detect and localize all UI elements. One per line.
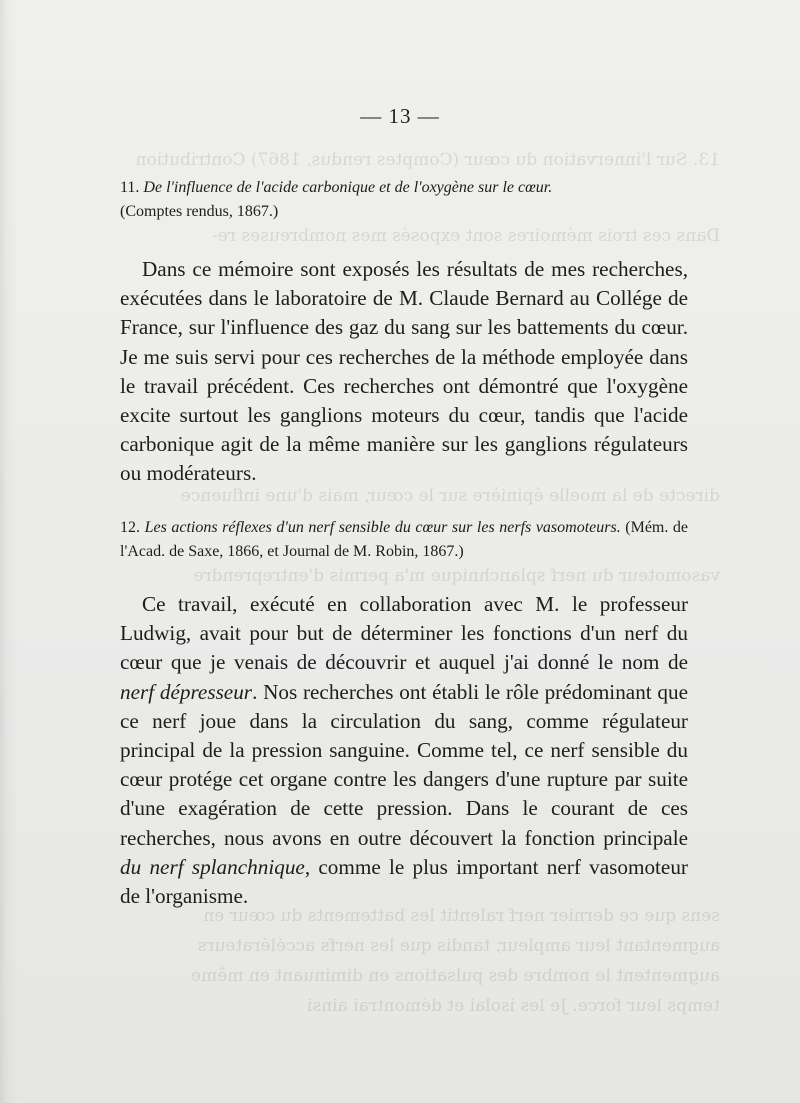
bleed-through-line: directe de la moelle épinière sur le cœur, mais d'une influence bbox=[180, 486, 720, 506]
section-12-heading bbox=[120, 516, 688, 564]
section-12-body bbox=[120, 590, 688, 911]
body-emphasis-term: du nerf splanchnique bbox=[120, 854, 305, 879]
bleed-through-line: sens que ce dernier nerf ralentit les battements du cœur en bbox=[203, 906, 720, 926]
bleed-through-line: temps leur force. Je les isolai et démontrai ainsi bbox=[307, 996, 720, 1016]
body-text-segment: Ce travail, exécuté en collaboration avec M. le professeur Ludwig, avait pour but de déterminer les fonctions d'un nerf du cœur que je venais de découvrir et auquel j'ai donné le nom de bbox=[120, 592, 688, 675]
body-emphasis-term: nerf dépresseur bbox=[120, 679, 253, 704]
bleed-through-line: vasomoteur du nerf splanchnique m'a permis d'entreprendre bbox=[193, 566, 720, 586]
section-number: 11. bbox=[120, 179, 140, 196]
section-citation: (Mém. de l'Acad. de Saxe, 1866, et Journal de M. Robin, 1867.) bbox=[120, 519, 689, 560]
bleed-through-line: Dans ces trois mémoires sont exposés mes nombreuses re- bbox=[212, 226, 720, 246]
section-title: De l'influence de l'acide carbonique et de l'oxygène sur le cœur. bbox=[143, 179, 553, 196]
section-citation: (Comptes rendus, 1867.) bbox=[120, 203, 279, 220]
bleed-through-line: augmentant leur ampleur, tandis que les nerfs accélérateurs bbox=[197, 936, 720, 956]
section-11-body: Dans ce mémoire sont exposés les résultats de mes recherches, exécutées dans le laboratoire de M. Claude Bernard au Collége de France, sur l'influence des gaz du sang sur les battements du cœur. Je me suis servi pour ces recherches de la méthode employée dans le travail précédent. Ces recherches ont démontré que l'oxygène excite surtout les ganglions moteurs du cœur, tandis que l'acide carbonique agit de la même manière sur les ganglions régulateurs ou modérateurs. bbox=[120, 257, 688, 486]
body-text-segment: . Nos recherches ont établi le rôle prédominant que ce nerf joue dans la circulation du sang, comme régulateur principal de la pression sanguine. Comme tel, ce nerf sensible du cœur protége cet organe contre les dangers d'une rupture par suite d'une exagération de cette pression. Dans le courant de ces recherches, nous avons en outre découvert la fonction principale bbox=[120, 679, 688, 850]
bleed-through-line: 13. Sur l'innervation du cœur (Comptes rendus, 1867) Contribution bbox=[135, 150, 720, 170]
body-text-segment: , comme le plus important nerf vasomoteur de l'organisme. bbox=[120, 854, 688, 909]
bleed-through-line: augmentent le nombre des pulsations en diminuant en même bbox=[191, 966, 720, 986]
section-11-heading bbox=[120, 176, 688, 224]
page-number: — 13 — bbox=[360, 104, 440, 128]
section-number: 12. bbox=[120, 519, 140, 536]
section-title: Les actions réflexes d'un nerf sensible du cœur sur les nerfs vasomoteurs. bbox=[144, 519, 621, 536]
